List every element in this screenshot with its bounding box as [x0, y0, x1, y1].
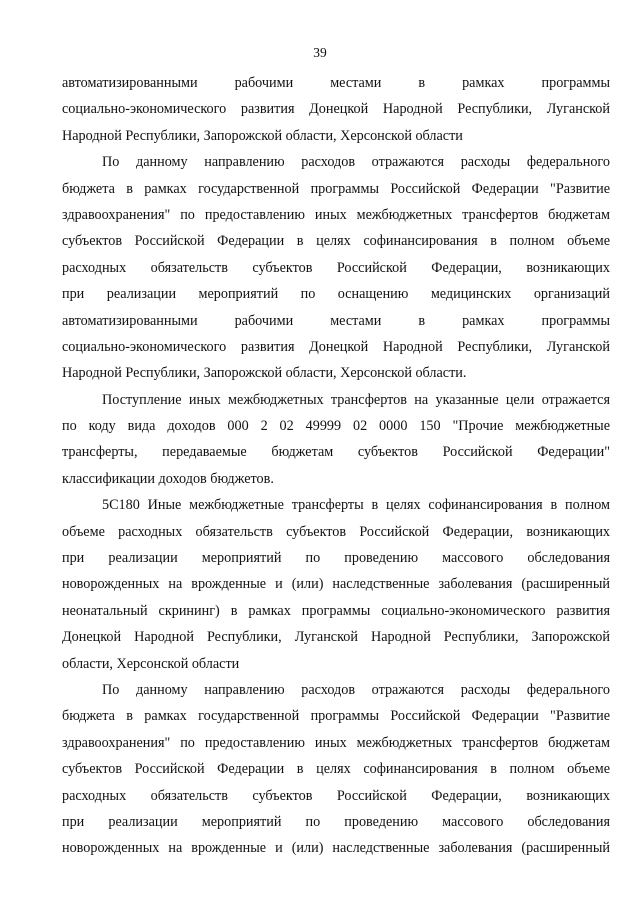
text-line: Народной Республики, Запорожской области, Херсонской области. [62, 365, 467, 382]
paragraph [62, 492, 610, 677]
text-line: Народной Республики, Запорожской области, Херсонской области [62, 127, 463, 144]
text-line: субъектов Российской Федерации в целях софинансирования в полном объеме [62, 233, 610, 250]
text-line: бюджета в рамках государственной программы Российской Федерации "Развитие [62, 180, 610, 197]
text-line: Донецкой Народной Республики, Луганской Народной Республики, Запорожской [62, 629, 610, 646]
text-line: новорожденных на врожденные и (или) наследственные заболевания (расширенный [62, 576, 610, 593]
text-line: автоматизированными рабочими местами в рамках программы [62, 75, 610, 91]
text-line: Поступление иных межбюджетных трансфертов на указанные цели отражается [102, 391, 610, 408]
text-line: автоматизированными рабочими местами в рамках программы [62, 312, 610, 329]
page-number: 39 [313, 45, 327, 60]
text-line: 5С180 Иные межбюджетные трансферты в целях софинансирования в полном [102, 497, 610, 514]
text-line: области, Херсонской области [62, 655, 240, 672]
text-line: бюджета в рамках государственной программы Российской Федерации "Развитие [62, 708, 610, 725]
text-line: при реализации мероприятий по оснащению медицинских организаций [62, 286, 610, 303]
text-line: По данному направлению расходов отражаются расходы федерального [102, 681, 610, 698]
paragraph [62, 149, 610, 387]
text-line: трансферты, передаваемые бюджетам субъектов Российской Федерации" [62, 444, 610, 461]
text-line: новорожденных на врожденные и (или) наследственные заболевания (расширенный [62, 840, 610, 857]
text-line: расходных обязательств субъектов Российской Федерации, возникающих [62, 259, 610, 276]
text-line: здравоохранения" по предоставлению иных межбюджетных трансфертов бюджетам [62, 734, 610, 751]
text-line: социально-экономического развития Донецкой Народной Республики, Луганской [62, 101, 610, 118]
text-line: при реализации мероприятий по проведению массового обследования [62, 813, 610, 830]
paragraph [62, 387, 610, 493]
paragraph [62, 70, 610, 149]
text-line: классификации доходов бюджетов. [62, 470, 274, 487]
text-line: субъектов Российской Федерации в целях софинансирования в полном объеме [62, 761, 610, 778]
document-body [62, 70, 610, 862]
text-line: объеме расходных обязательств субъектов Российской Федерации, возникающих [62, 523, 610, 540]
text-line: расходных обязательств субъектов Российской Федерации, возникающих [62, 787, 610, 804]
text-line: социально-экономического развития Донецкой Народной Республики, Луганской [62, 338, 610, 355]
text-line: при реализации мероприятий по проведению массового обследования [62, 550, 610, 567]
text-line: по коду вида доходов 000 2 02 49999 02 0000 150 "Прочие межбюджетные [62, 418, 610, 435]
paragraph [62, 677, 610, 862]
text-line: По данному направлению расходов отражаются расходы федерального [102, 154, 610, 171]
text-line: здравоохранения" по предоставлению иных межбюджетных трансфертов бюджетам [62, 206, 610, 223]
text-line: неонатальный скрининг) в рамках программы социально-экономического развития [62, 602, 610, 619]
